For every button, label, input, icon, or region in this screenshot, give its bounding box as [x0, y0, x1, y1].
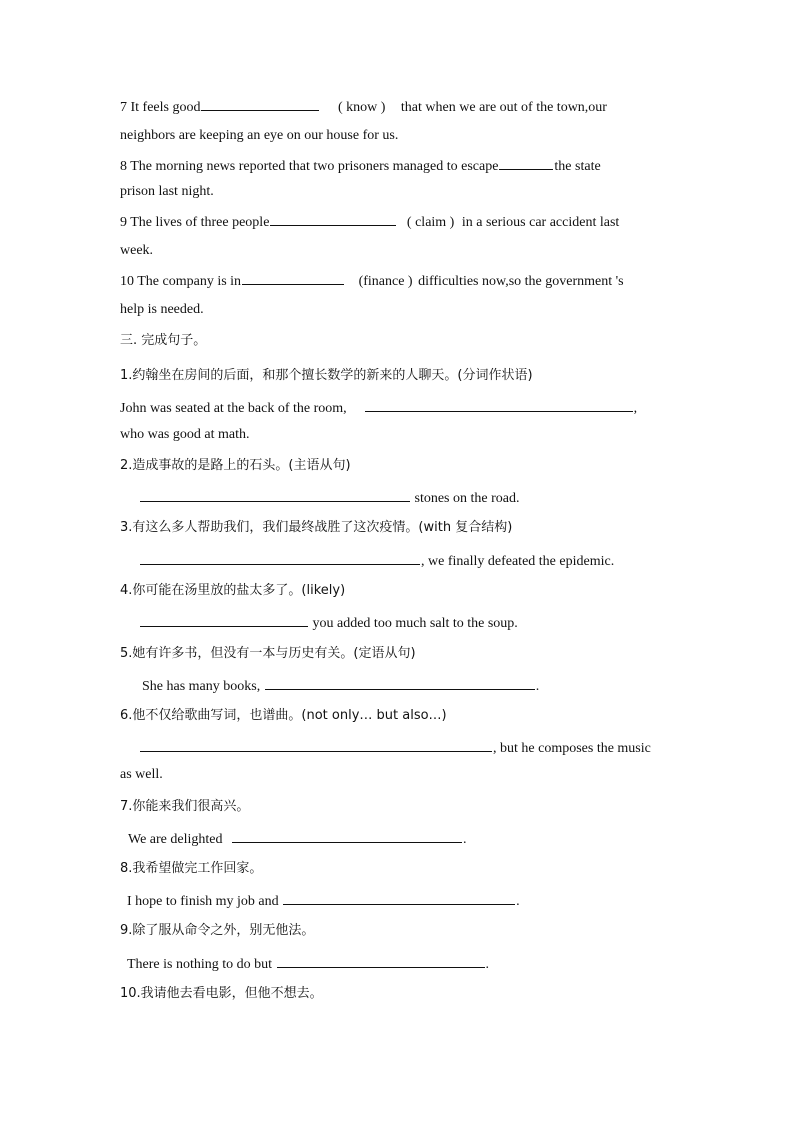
sentence-7-chinese: 7.你能来我们很高兴。 — [120, 799, 250, 814]
question-7-line2: neighbors are keeping an eye on our house for us. — [120, 128, 399, 143]
q9-rest: in a serious car accident last — [461, 215, 620, 230]
sentence-6-line1 — [120, 737, 675, 759]
s7-prefix: We are delighted — [128, 832, 223, 847]
question-7-line1 — [120, 96, 675, 118]
q9-hint: ( claim ) — [406, 215, 455, 230]
s7-answer-blank[interactable] — [232, 828, 462, 843]
sentence-8-chinese: 8.我希望做完工作回家。 — [120, 861, 263, 876]
q10-answer-blank[interactable] — [242, 270, 344, 285]
s3-suffix: , we finally defeated the epidemic. — [421, 554, 615, 569]
section-3-heading: 三. 完成句子。 — [120, 333, 207, 348]
s5-answer-blank[interactable] — [265, 675, 535, 690]
s4-answer-blank[interactable] — [140, 612, 308, 627]
question-10-line1 — [120, 270, 675, 292]
sentence-6-line2: as well. — [120, 767, 163, 782]
sentence-10-chinese: 10.我请他去看电影，但他不想去。 — [120, 986, 323, 1001]
s1-suffix: , — [633, 401, 638, 416]
q7-prefix: 7 It feels good — [120, 100, 201, 115]
q10-hint: (finance ) — [358, 274, 413, 289]
sentence-9-chinese: 9.除了服从命令之外，别无他法。 — [120, 923, 315, 938]
q8-rest: the state — [554, 159, 601, 174]
s3-answer-blank[interactable] — [140, 550, 420, 565]
s8-suffix: . — [516, 894, 520, 909]
question-8-line1 — [120, 155, 675, 177]
question-10-line2: help is needed. — [120, 302, 204, 317]
s1-prefix: John was seated at the back of the room, — [120, 401, 347, 416]
sentence-8-line — [120, 890, 675, 912]
sentence-1-chinese: 1.约翰坐在房间的后面，和那个擅长数学的新来的人聊天。(分词作状语) — [120, 368, 533, 383]
q8-answer-blank[interactable] — [499, 155, 553, 170]
s9-suffix: . — [485, 957, 490, 972]
s8-prefix: I hope to finish my job and — [127, 894, 279, 909]
sentence-1-line2: who was good at math. — [120, 427, 250, 442]
q7-hint: ( know ) — [337, 100, 386, 115]
sentence-4-chinese: 4.你可能在汤里放的盐太多了。(likely) — [120, 583, 346, 598]
q9-answer-blank[interactable] — [270, 211, 396, 226]
sentence-5-chinese: 5.她有许多书，但没有一本与历史有关。(定语从句) — [120, 646, 416, 661]
q7-answer-blank[interactable] — [201, 96, 319, 111]
s5-suffix: . — [535, 679, 540, 694]
question-9-line2: week. — [120, 243, 154, 258]
s4-suffix: you added too much salt to the soup. — [312, 616, 518, 631]
q8-prefix: 8 The morning news reported that two prisoners managed to escape — [120, 159, 499, 174]
sentence-4-line — [120, 612, 675, 634]
s2-answer-blank[interactable] — [140, 487, 410, 502]
sentence-9-line — [120, 953, 675, 975]
sentence-7-line — [120, 828, 675, 850]
sentence-6-chinese: 6.他不仅给歌曲写词，也谱曲。(not only… but also…) — [120, 708, 447, 723]
sentence-1-line1 — [120, 397, 675, 419]
question-8-line2: prison last night. — [120, 184, 214, 199]
sentence-3-line — [120, 550, 675, 572]
s6-answer-blank[interactable] — [140, 737, 492, 752]
s7-suffix: . — [463, 832, 467, 847]
q9-prefix: 9 The lives of three people — [120, 215, 270, 230]
s6-suffix: , but he composes the music — [493, 741, 651, 756]
s9-answer-blank[interactable] — [277, 953, 485, 968]
q10-rest: difficulties now,so the government 's — [418, 274, 624, 289]
question-9-line1 — [120, 211, 675, 233]
s5-prefix: She has many books, — [142, 679, 261, 694]
s2-suffix: stones on the road. — [414, 491, 520, 506]
sentence-2-chinese: 2.造成事故的是路上的石头。(主语从句) — [120, 458, 351, 473]
s1-answer-blank[interactable] — [365, 397, 633, 412]
q7-rest: that when we are out of the town,our — [400, 100, 607, 115]
sentence-5-line — [120, 675, 675, 697]
sentence-3-chinese: 3.有这么多人帮助我们，我们最终战胜了这次疫情。(with 复合结构) — [120, 520, 513, 535]
s8-answer-blank[interactable] — [283, 890, 515, 905]
s9-prefix: There is nothing to do but — [127, 957, 273, 972]
q10-prefix: 10 The company is in — [120, 274, 242, 289]
sentence-2-line — [120, 487, 675, 509]
